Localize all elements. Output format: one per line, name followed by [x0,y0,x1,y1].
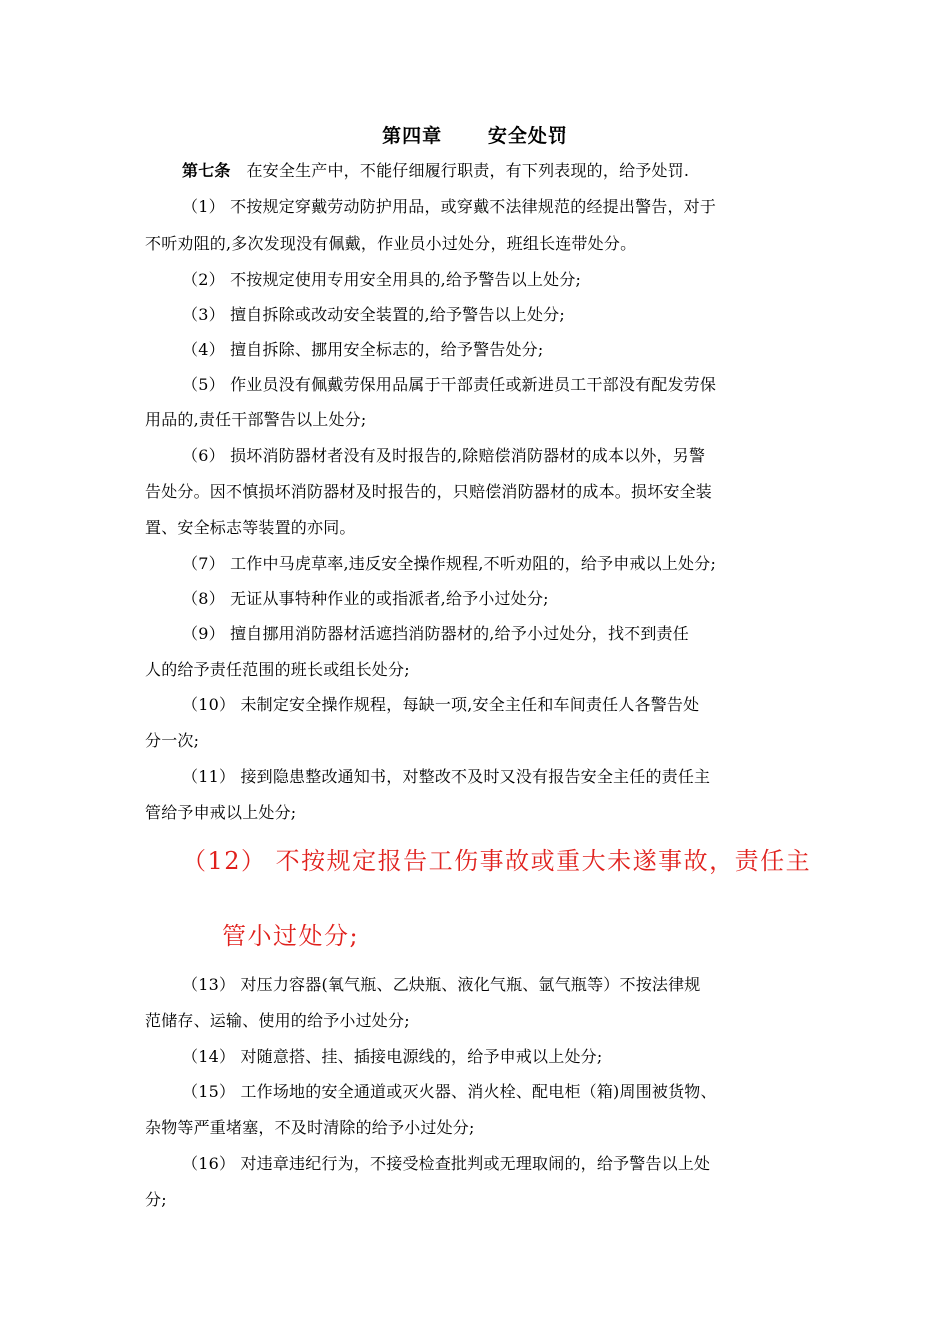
clause-12-line-2: 管小过处分; [222,922,360,950]
clause-1-line-2: 不听劝阻的,多次发现没有佩戴，作业员小过处分，班组长连带处分。 [145,234,637,253]
clause-6-line-3: 置、安全标志等装置的亦同。 [145,518,356,537]
clause-5-line-2: 用品的,责任干部警告以上处分; [145,410,367,429]
clause-5-line-1: （5） 作业员没有佩戴劳保用品属于干部责任或新进员工干部没有配发劳保 [182,375,717,394]
clause-12-line-1: （12） 不按规定报告工伤事故或重大未遂事故，责任主 [182,847,812,875]
chapter-title: 第四章 安全处罚 [382,125,568,147]
article-label: 第七条 [182,161,231,180]
clause-6-line-1: （6） 损坏消防器材者没有及时报告的,除赔偿消防器材的成本以外，另警 [182,446,706,465]
clause-3: （3） 擅自拆除或改动安全装置的,给予警告以上处分; [182,305,565,324]
clause-13-line-2: 范储存、运输、使用的给予小过处分; [145,1011,410,1030]
clause-15-line-2: 杂物等严重堵塞，不及时清除的给予小过处分; [145,1118,475,1137]
clause-10-line-2: 分一次; [145,731,200,750]
clause-15-line-1: （15） 工作场地的安全通道或灭火器、消火栓、配电柜（箱)周围被货物、 [182,1082,717,1101]
clause-4: （4） 擅自拆除、挪用安全标志的，给予警告处分; [182,340,544,359]
article-intro: 在安全生产中，不能仔细履行职责，有下列表现的，给予处罚. [246,161,690,180]
clause-11-line-1: （11） 接到隐患整改通知书，对整改不及时又没有报告安全主任的责任主 [182,767,711,786]
clause-11-line-2: 管给予申戒以上处分; [145,803,297,822]
clause-9-line-1: （9） 擅自挪用消防器材活遮挡消防器材的,给予小过处分，找不到责任 [182,624,689,643]
clause-1-line-1: （1） 不按规定穿戴劳动防护用品，或穿戴不法律规范的经提出警告，对于 [182,197,717,216]
clause-2: （2） 不按规定使用专用安全用具的,给予警告以上处分; [182,270,582,289]
clause-8: （8） 无证从事特种作业的或指派者,给予小过处分; [182,589,549,608]
clause-16-line-2: 分; [145,1190,167,1209]
clause-16-line-1: （16） 对违章违纪行为，不接受检查批判或无理取闹的，给予警告以上处 [182,1154,711,1173]
clause-7: （7） 工作中马虎草率,违反安全操作规程,不听劝阻的，给予申戒以上处分; [182,554,717,573]
clause-9-line-2: 人的给予责任范围的班长或组长处分; [145,660,410,679]
article-heading [182,160,689,182]
clause-14: （14） 对随意搭、挂、插接电源线的，给予申戒以上处分; [182,1047,603,1066]
clause-6-line-2: 告处分。因不慎损坏消防器材及时报告的，只赔偿消防器材的成本。损坏安全装 [145,482,713,501]
clause-13-line-1: （13） 对压力容器(氧气瓶、乙炔瓶、液化气瓶、氩气瓶等）不按法律规 [182,975,701,994]
clause-10-line-1: （10） 未制定安全操作规程，每缺一项,安全主任和车间责任人各警告处 [182,695,700,714]
